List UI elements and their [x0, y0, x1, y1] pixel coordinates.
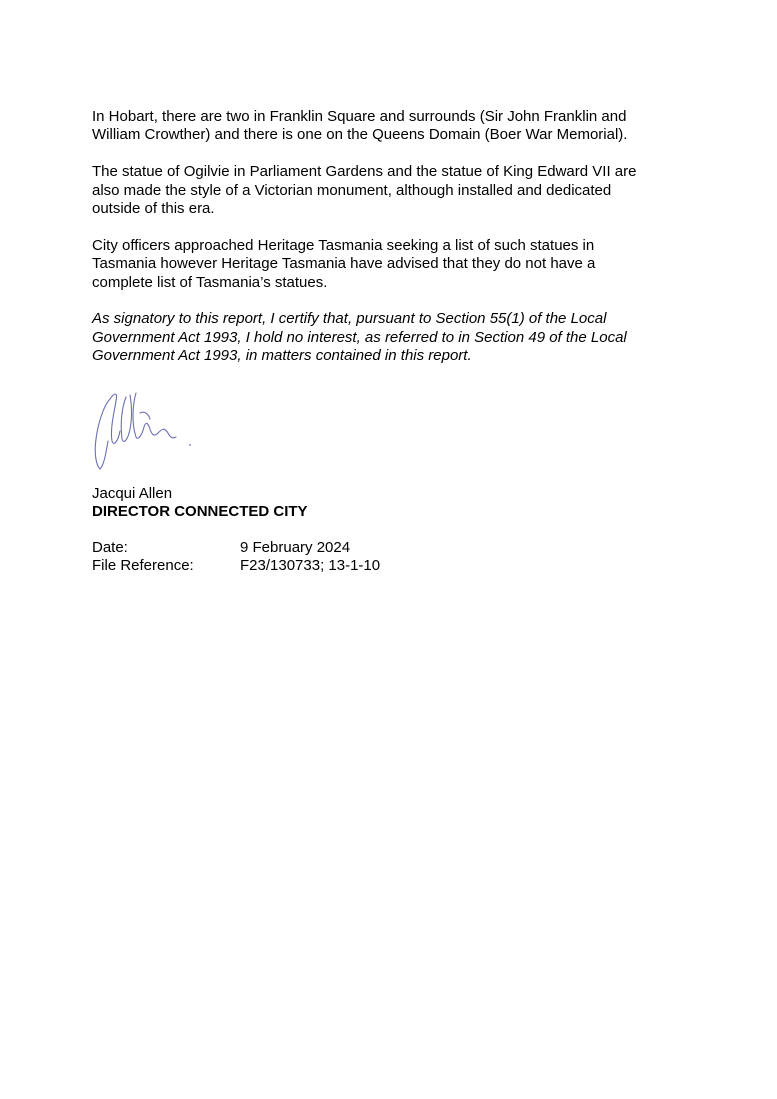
report-body — [92, 108, 692, 384]
file-reference-row — [92, 557, 380, 575]
report-metadata — [92, 539, 380, 575]
date-value: 9 February 2024 — [240, 539, 351, 556]
file-reference-value: F23/130733; 13-1-10 — [240, 557, 381, 574]
file-reference-label: File Reference: — [92, 557, 194, 574]
date-row — [92, 539, 380, 557]
handwritten-signature — [88, 383, 198, 475]
paragraph-heritage-tasmania: City officers approached Heritage Tasmania seeking a list of such statues in Tasmania however Heritage Tasmania have advised that they do not have a complete list of Tasmania’s statues. — [92, 236, 596, 291]
date-label: Date: — [92, 539, 128, 556]
signatory-name: Jacqui Allen — [92, 485, 173, 502]
paragraph-hobart-statues: In Hobart, there are two in Franklin Square and surrounds (Sir John Franklin and William Crowther) and there is one on the Queens Domain (Boer War Memorial). — [92, 108, 628, 144]
paragraph-ogilvie-edward: The statue of Ogilvie in Parliament Gardens and the statue of King Edward VII are also made the style of a Victorian monument, although installed and dedicated outside of this era. — [92, 163, 637, 218]
certification-statement: As signatory to this report, I certify that, pursuant to Section 55(1) of the Local Government Act 1993, I hold no interest, as referred to in Section 49 of the Local Government Act 1993, in matters contained in this report. — [92, 310, 627, 365]
signatory-block — [92, 485, 308, 522]
signatory-title: DIRECTOR CONNECTED CITY — [92, 503, 308, 521]
